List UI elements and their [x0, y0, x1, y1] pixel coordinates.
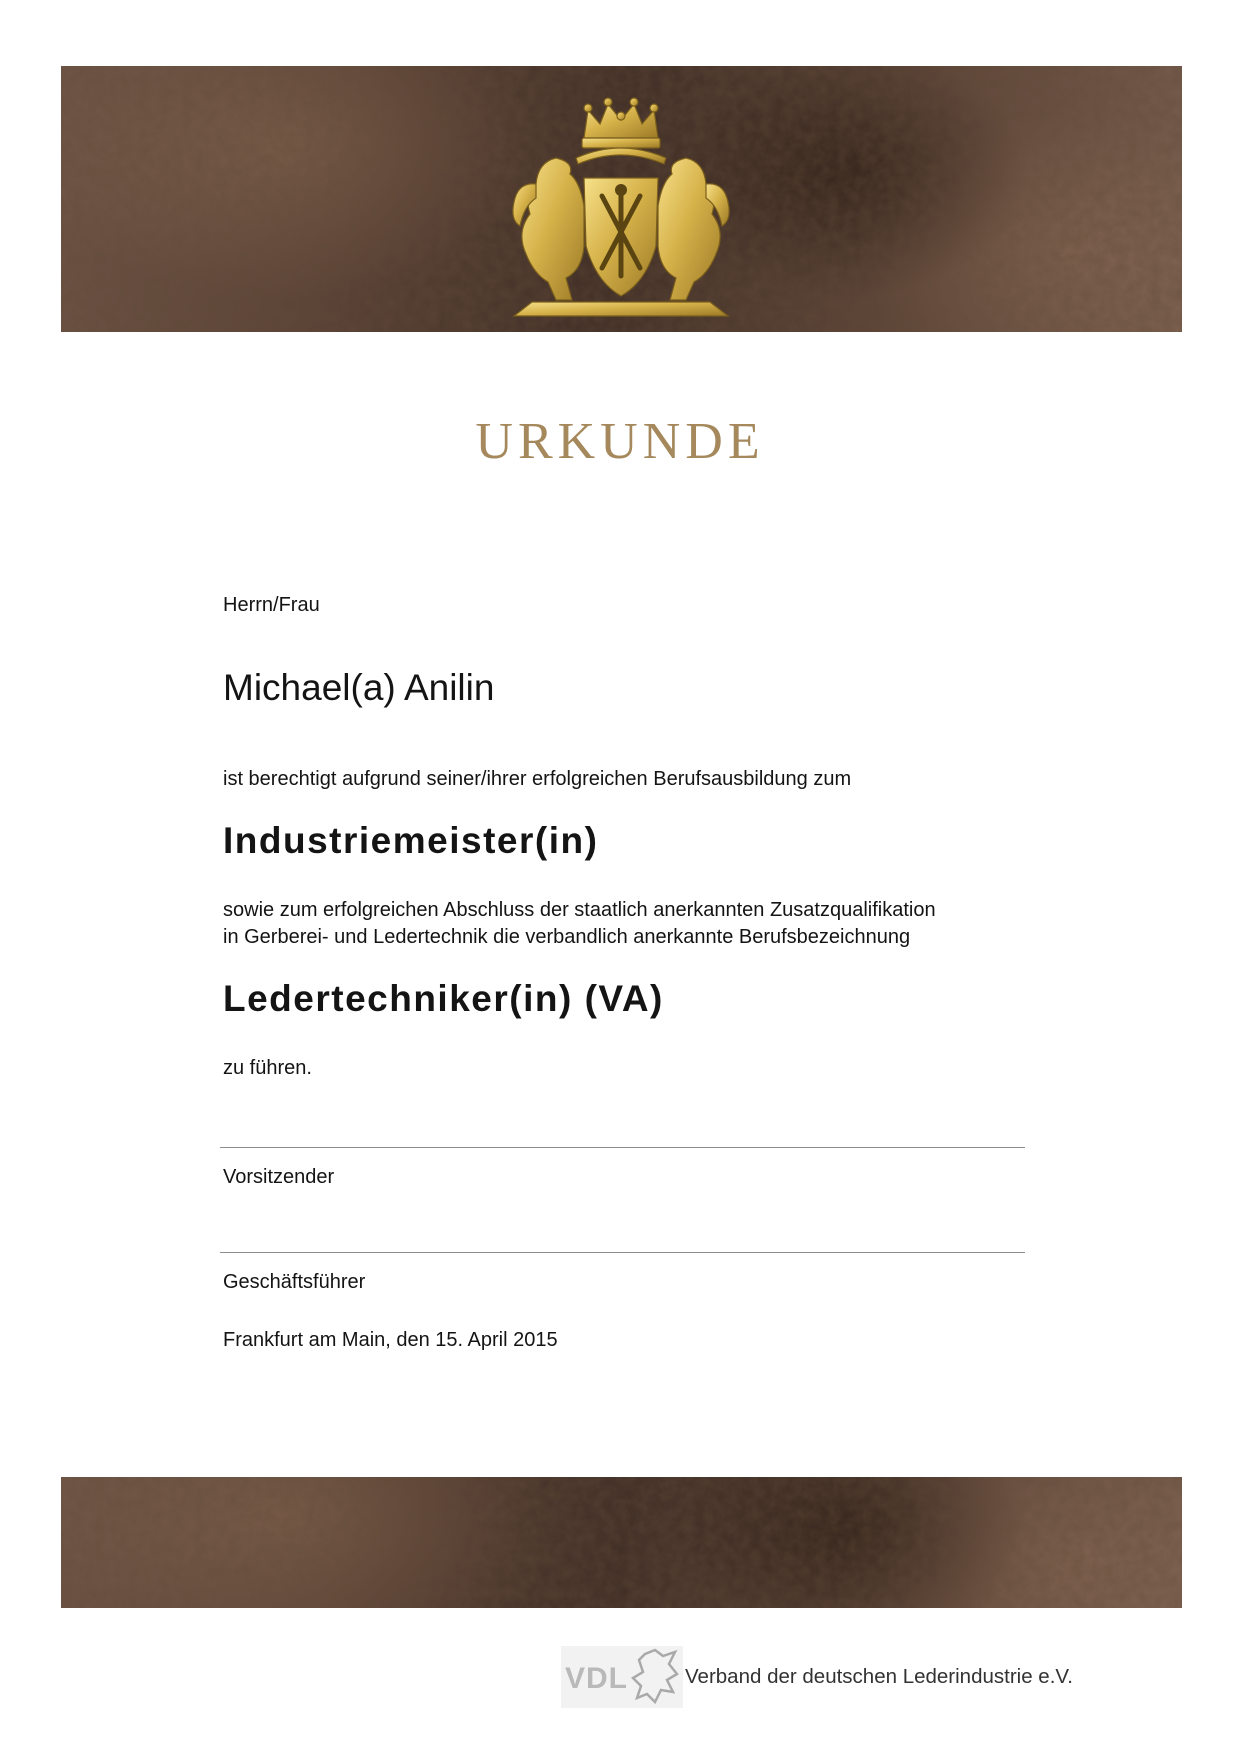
qualification-sentence: ist berechtigt aufgrund seiner/ihrer erfolgreichen Berufsausbildung zum: [223, 768, 852, 790]
salutation: Herrn/Frau: [223, 594, 320, 616]
closing-text: zu führen.: [223, 1057, 312, 1079]
signature-line-managing-director: [220, 1252, 1025, 1253]
additional-qualification-sentence: [223, 897, 936, 951]
additional-qualification-line-2: in Gerberei- und Ledertechnik die verbandlich anerkannte Berufsbezeichnung: [223, 926, 911, 948]
vdl-logo-icon: [561, 1646, 683, 1708]
recipient-name: Michael(a) Anilin: [223, 667, 495, 708]
top-leather-banner: [61, 66, 1182, 332]
organization-name: Verband der deutschen Lederindustrie e.V.: [685, 1665, 1073, 1688]
degree-title: Industriemeister(in): [223, 820, 599, 861]
leather-texture: [61, 1477, 1182, 1608]
place-and-date: Frankfurt am Main, den 15. April 2015: [223, 1329, 558, 1351]
bottom-leather-banner: [61, 1477, 1182, 1608]
certificate-title: URKUNDE: [475, 413, 765, 470]
professional-title: Ledertechniker(in) (VA): [223, 978, 664, 1019]
vdl-logo-text: VDL: [565, 1662, 628, 1695]
coat-of-arms-icon: [496, 86, 746, 326]
signatory-role-chairman: Vorsitzender: [223, 1166, 335, 1188]
additional-qualification-line-1: sowie zum erfolgreichen Abschluss der staatlich anerkannten Zusatzqualifikation: [223, 899, 936, 921]
signatory-role-managing-director: Geschäftsführer: [223, 1271, 366, 1293]
signature-line-chairman: [220, 1147, 1025, 1148]
